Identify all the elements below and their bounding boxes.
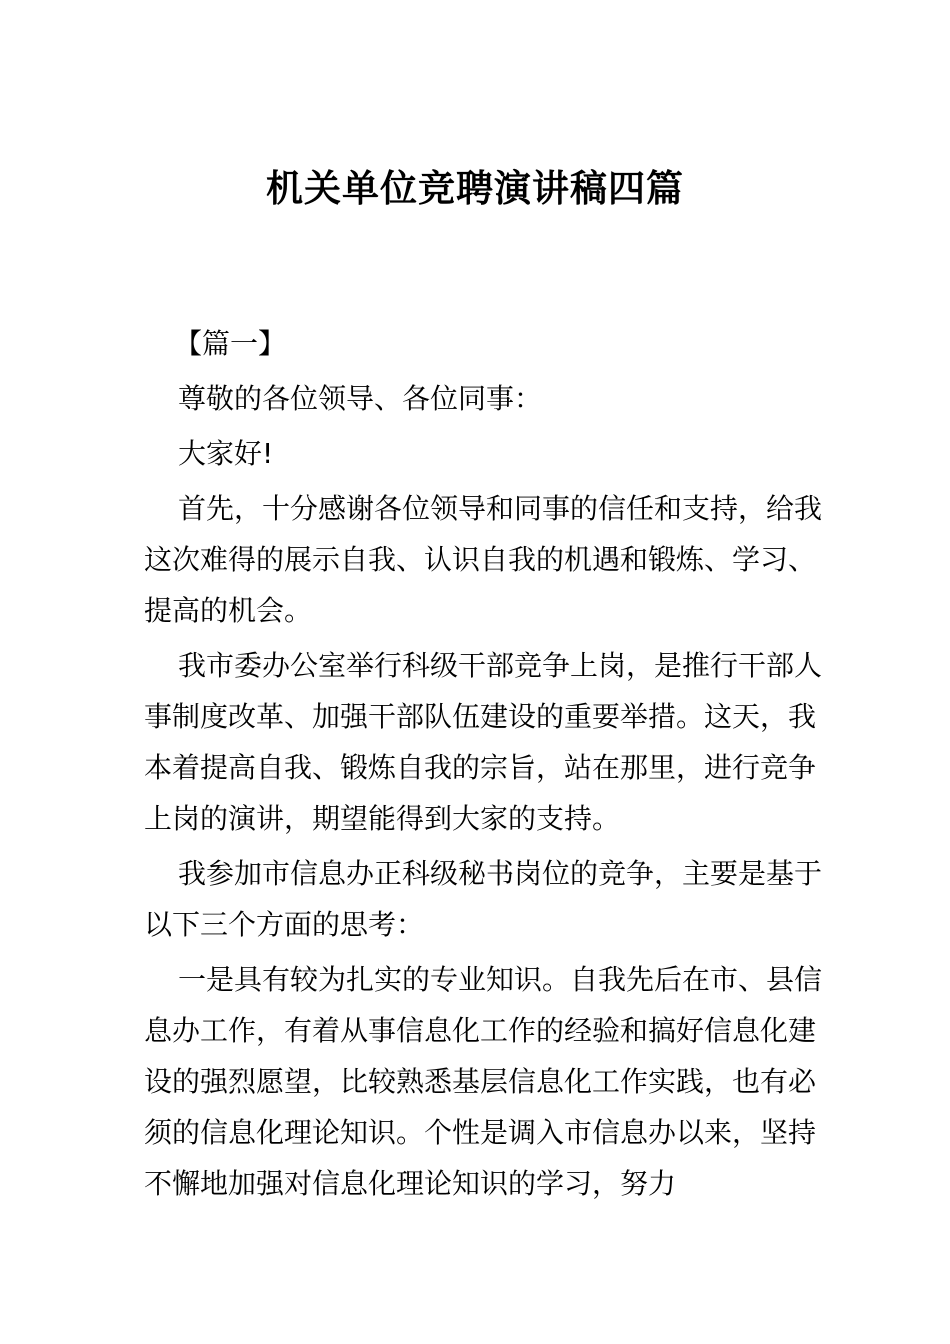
greeting: 大家好! bbox=[178, 437, 274, 470]
paragraph-thanks: 首先，十分感谢各位领导和同事的信任和支持，给我这次难得的展示自我、认识自我的机遇和锻炼、学习、提高的机会。 bbox=[144, 492, 823, 627]
paragraph-reason-one: 一是具有较为扎实的专业知识。自我先后在市、县信息办工作，有着从事信息化工作的经验和搞好信息化建设的强烈愿望，比较熟悉基层信息化工作实践，也有必须的信息化理论知识。个性是调入市信息办以来，坚持不懈地加强对信息化理论知识的学习，努力 bbox=[144, 963, 823, 1200]
salutation: 尊敬的各位领导、各位同事： bbox=[178, 382, 543, 415]
document-body bbox=[144, 318, 834, 1209]
document-title: 机关单位竞聘演讲稿四篇 bbox=[266, 166, 684, 210]
paragraph-position: 我参加市信息办正科级秘书岗位的竞争，主要是基于以下三个方面的思考： bbox=[144, 857, 823, 941]
section-heading: 【篇一】 bbox=[174, 327, 287, 360]
paragraph-background: 我市委办公室举行科级干部竞争上岗，是推行干部人事制度改革、加强干部队伍建设的重要举措。这天，我本着提高自我、锻炼自我的宗旨，站在那里，进行竞争上岗的演讲，期望能得到大家的支持。 bbox=[144, 649, 823, 835]
